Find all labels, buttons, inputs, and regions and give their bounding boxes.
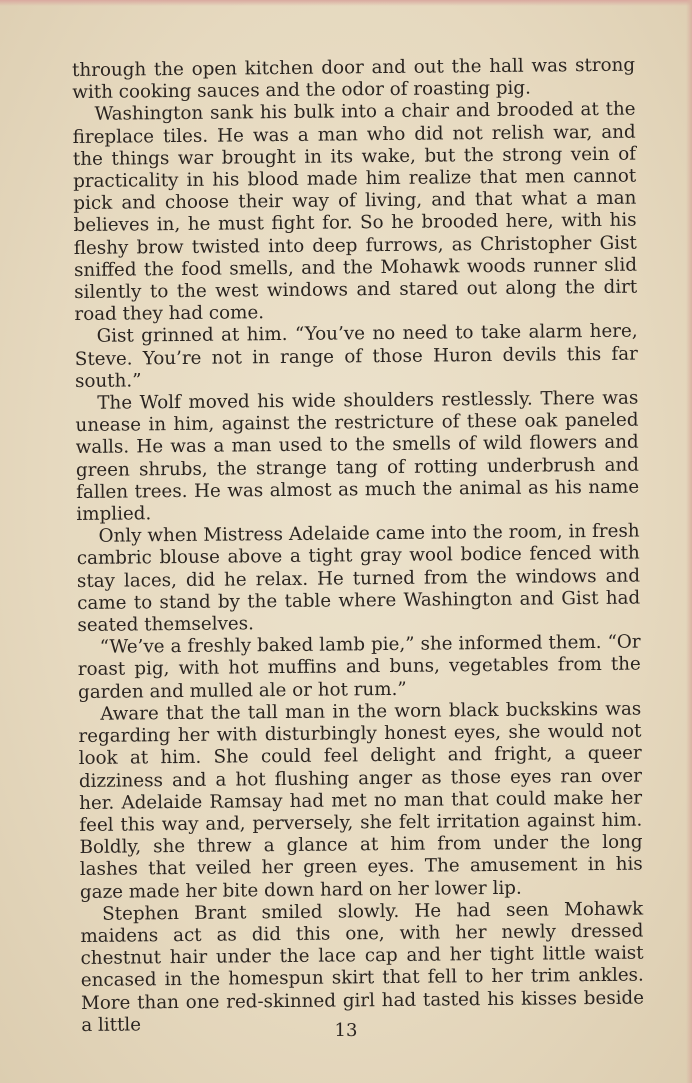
body-text <box>72 55 644 1037</box>
paragraph: Gist grinned at him. “You’ve no need to take alarm here, Steve. You’re not in range of those Huron devils this far south.” <box>74 321 638 392</box>
page-number: 13 <box>334 1020 358 1041</box>
paragraph: “We’ve a freshly baked lamb pie,” she informed them. “Or roast pig, with hot muffins and buns, vegetables from the garden and mulled ale or hot rum.” <box>77 631 641 703</box>
page-edge-top <box>0 0 692 6</box>
paragraph: through the open kitchen door and out the hall was strong with cooking sauces and the odor of roasting pig. <box>72 54 636 104</box>
paragraph: Only when Mistress Adelaide came into the room, in fresh cambric blouse above a tight gray wool bodice fenced with stay laces, did he relax. He turned from the windows and came to stand by the table where Washington and Gist had seated themselves. <box>76 520 641 637</box>
page-edge-right <box>686 0 692 1083</box>
paragraph: Stephen Brant smiled slowly. He had seen Mohawk maidens act as did this one, with her newly dressed chestnut hair under the lace cap and her tight little waist encased in the homespun skirt that fell to her trim ankles. More than one red-skinned girl had tasted his kisses beside a little <box>80 898 645 1036</box>
paragraph: Aware that the tall man in the worn black buckskins was regarding her with disturbingly honest eyes, she would not look at him. She could feel delight and fright, a queer dizziness and a hot flushing anger as those eyes ran over her. Adelaide Ramsay had met no man that could make her feel this way and, perversely, she felt irritation against him. Boldly, she threw a glance at him from under the long lashes that veiled her green eyes. The amusement in his gaze made her bite down hard on her lower lip. <box>78 698 643 903</box>
paragraph: Washington sank his bulk into a chair and brooded at the fireplace tiles. He was a man who did not relish war, and the things war brought in its wake, but the strong vein of practicality in his blood made him realize that men cannot pick and choose their way of living, and that what a man believes in, he must fight for. So he brooded here, with his fleshy brow twisted into deep furrows, as Christopher Gist sniffed the food smells, and the Mohawk woods runner slid silently to the west windows and stared out along the dirt road they had come. <box>72 98 638 326</box>
paragraph: The Wolf moved his wide shoulders restlessly. There was unease in him, against the restricture of these oak paneled walls. He was a man used to the smells of wild flowers and green shrubs, the strange tang of rotting underbrush and fallen trees. He was almost as much the animal as his name implied. <box>75 387 640 526</box>
